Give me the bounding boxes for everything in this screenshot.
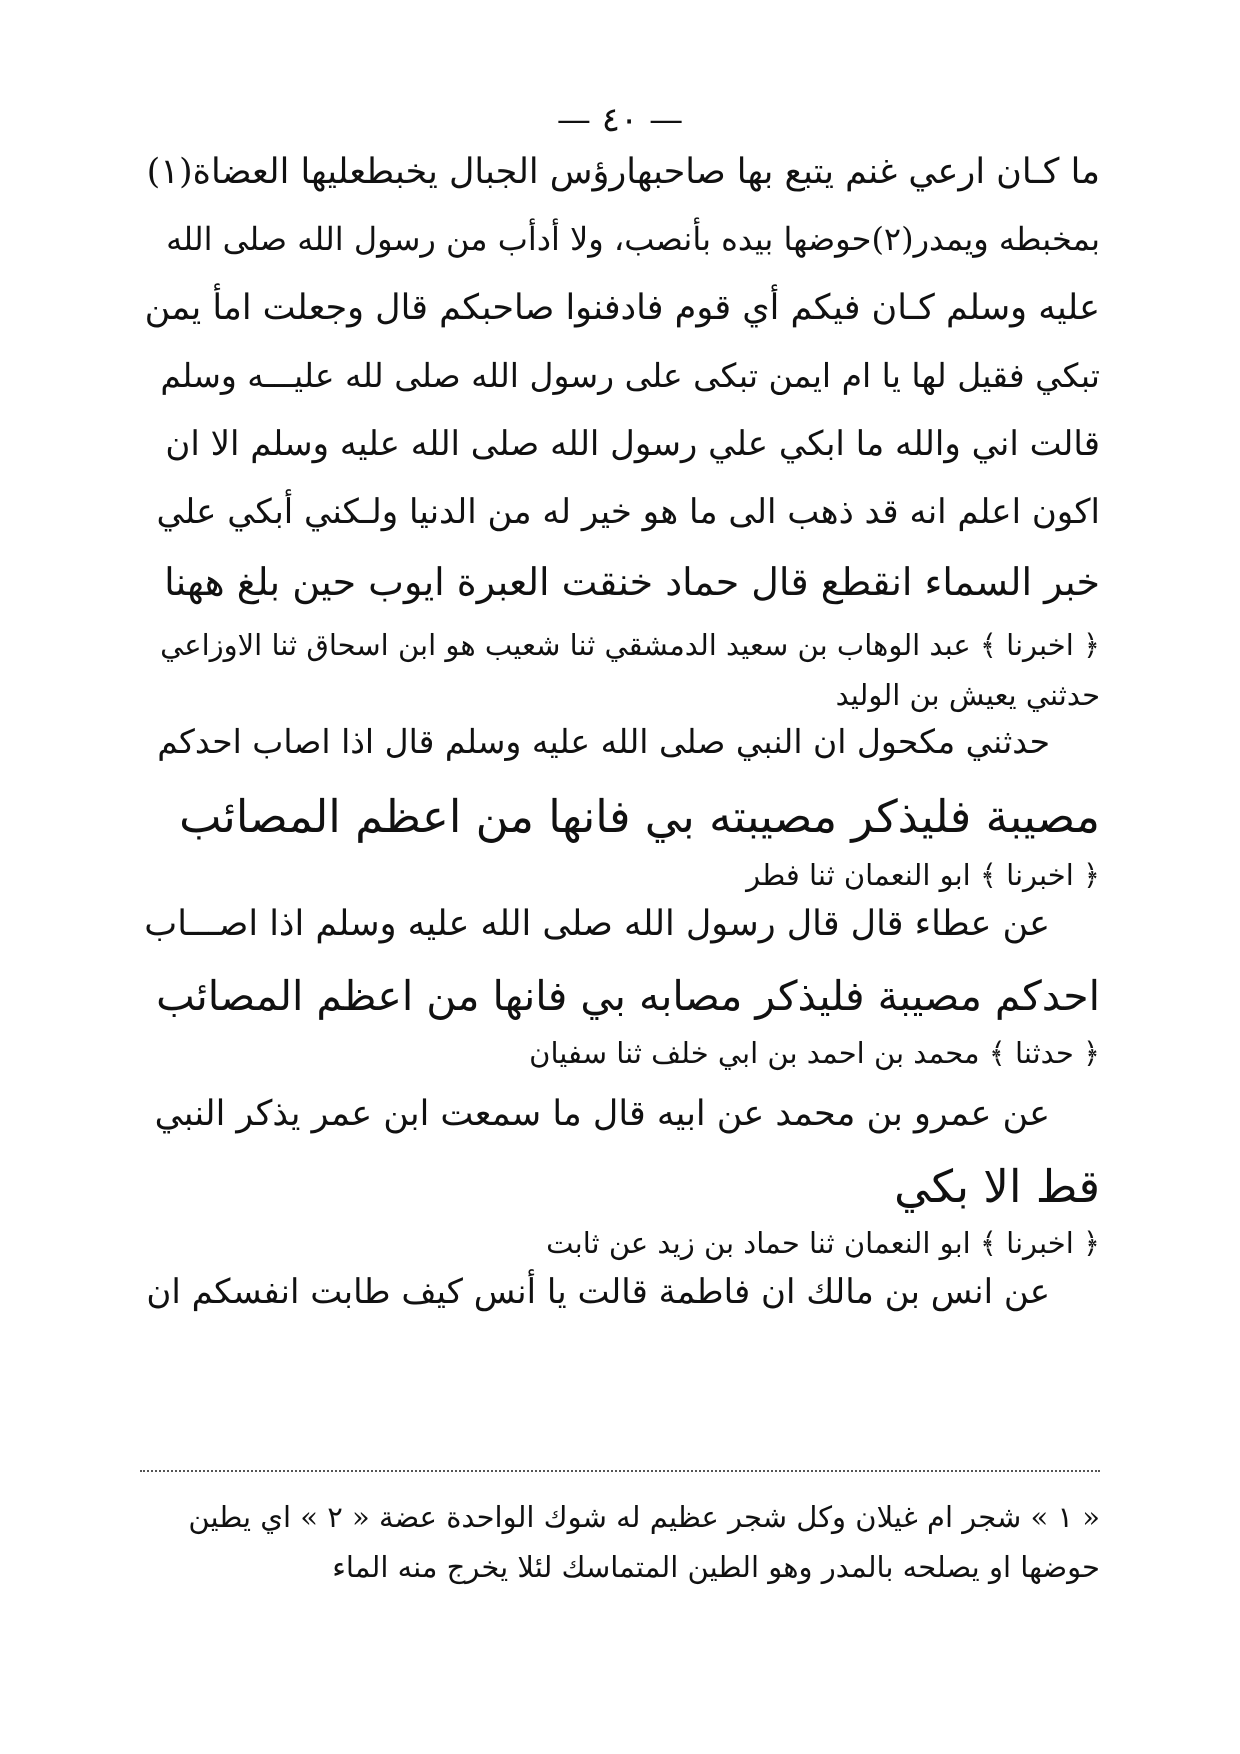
text-line: قالت اني والله ما ابكي علي رسول الله صلى الله عليه وسلم الا ان xyxy=(165,424,1100,464)
text-line: عن عمرو بن محمد عن ابيه قال ما سمعت ابن عمر يذكر النبي xyxy=(154,1094,1050,1134)
text-line: عن عطاء قال قال رسول الله صلى الله عليه وسلم اذا اصـــاب xyxy=(144,904,1050,944)
text-line: قط الا بكي xyxy=(894,1160,1100,1213)
footnote-line: « ١ » شجر ام غيلان وكل شجر عظيم له شوك الواحدة عضة « ٢ » اي يطين xyxy=(188,1500,1100,1534)
text-line: ما كـان ارعي غنم يتبع بها صاحبهارؤس الجبال يخبطعليها العضاة(١) xyxy=(146,152,1100,192)
page-number: — ٤٠ — xyxy=(556,100,684,140)
text-line: عليه وسلم كـان فيكم أي قوم فادفنوا صاحبكم قال وجعلت امأ يمن xyxy=(144,288,1100,328)
isnad-line: حدثني يعيش بن الوليد xyxy=(835,678,1100,712)
text-line: تبكي فقيل لها يا ام ايمن تبكى على رسول الله صلى لله عليـــه وسلم xyxy=(160,356,1100,395)
isnad-line: ﴿ حدثنا ﴾ محمد بن احمد بن ابي خلف ثنا سفيان xyxy=(529,1036,1100,1070)
footnote-divider xyxy=(140,1470,1100,1472)
isnad-line: ﴿ اخبرنا ﴾ ابو النعمان ثنا فطر xyxy=(746,858,1100,892)
isnad-line: ﴿ اخبرنا ﴾ ابو النعمان ثنا حماد بن زيد عن ثابت xyxy=(546,1226,1100,1260)
text-line: عن انس بن مالك ان فاطمة قالت يا أنس كيف طابت انفسكم ان xyxy=(146,1272,1050,1312)
text-line: بمخبطه ويمدر(٢)حوضها بيده بأنصب، ولا أدأب من رسول الله صلى الله xyxy=(166,220,1100,258)
text-line: خبر السماء انقطع قال حماد خنقت العبرة ايوب حين بلغ ههنا xyxy=(164,560,1100,604)
footnote-line: حوضها او يصلحه بالمدر وهو الطين المتماسك لئلا يخرج منه الماء xyxy=(332,1550,1100,1584)
text-line: احدكم مصيبة فليذكر مصابه بي فانها من اعظم المصائب xyxy=(156,972,1100,1020)
isnad-line: ﴿ اخبرنا ﴾ عبد الوهاب بن سعيد الدمشقي ثنا شعيب هو ابن اسحاق ثنا الاوزاعي xyxy=(160,628,1100,662)
text-line: مصيبة فليذكر مصيبته بي فانها من اعظم المصائب xyxy=(179,790,1100,843)
text-line: حدثني مكحول ان النبي صلى الله عليه وسلم قال اذا اصاب احدكم xyxy=(157,722,1050,761)
text-line: اكون اعلم انه قد ذهب الى ما هو خير له من الدنيا ولـكني أبكي علي xyxy=(156,492,1100,532)
